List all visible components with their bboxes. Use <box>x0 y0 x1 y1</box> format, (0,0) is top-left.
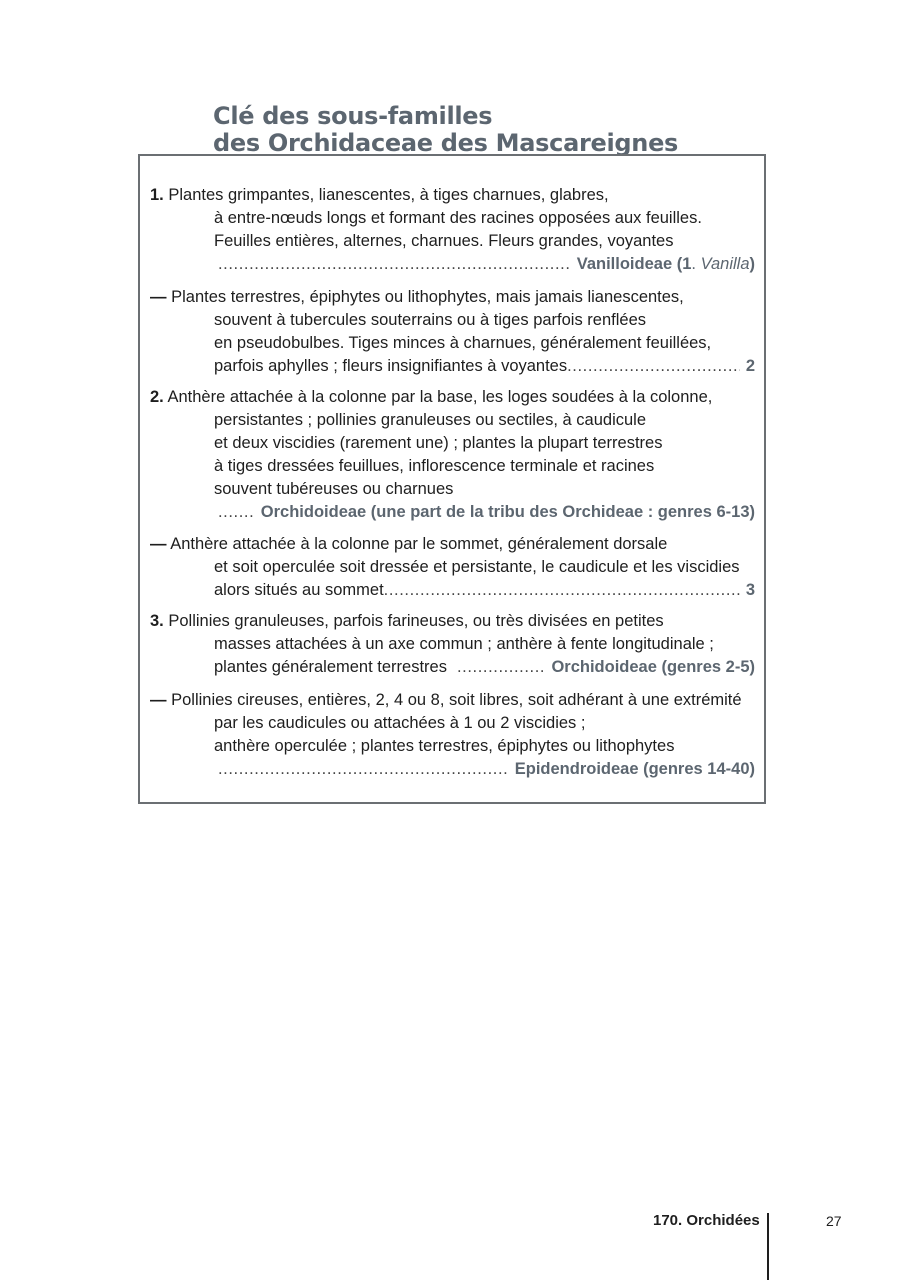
key-entry-1-alt <box>150 286 755 378</box>
couplet-text: parfois aphylles ; fleurs insignifiantes à voyantes <box>214 357 568 375</box>
leader-dots <box>218 501 255 524</box>
couplet-text: Feuilles entières, alternes, charnues. Fleurs grandes, voyantes <box>214 232 674 250</box>
couplet-number: 1. <box>150 186 164 204</box>
leader-dots <box>457 656 545 679</box>
key-result: Vanilloideae (1. Vanilla) <box>576 255 755 273</box>
couplet-text: Pollinies cireuses, entières, 2, 4 ou 8, soit libres, soit adhérant à une extrémité <box>171 691 742 709</box>
key-entry-2-alt <box>150 533 755 602</box>
leader-line <box>218 758 755 781</box>
key-result: Orchidoideae (genres 2-5) <box>551 658 755 676</box>
leader-line <box>218 253 755 276</box>
couplet-dash: — <box>150 288 167 306</box>
couplet-number: 2. <box>150 388 164 406</box>
key-result: Orchidoideae (une part de la tribu des Orchideae : genres 6-13) <box>260 503 755 521</box>
key-entry-2 <box>150 386 755 524</box>
leader-dots <box>218 758 509 781</box>
couplet-text: et deux viscidies (rarement une) ; plantes la plupart terrestres <box>214 434 663 452</box>
couplet-dash: — <box>150 535 167 553</box>
leader-line <box>150 579 755 602</box>
couplet-text: alors situés au sommet <box>214 581 384 599</box>
title-line-2: des Orchidaceae des Mascareignes <box>213 129 679 157</box>
couplet-text: à tiges dressées feuillues, inflorescence terminale et racines <box>214 457 655 475</box>
couplet-text: Anthère attachée à la colonne par la base, les loges soudées à la colonne, <box>167 388 713 406</box>
key-entry-3-alt <box>150 689 755 781</box>
couplet-dash: — <box>150 691 167 709</box>
leader-dots <box>567 355 740 378</box>
page-title <box>213 103 678 157</box>
running-footer: 170. Orchidées <box>653 1212 760 1229</box>
couplet-text: anthère operculée ; plantes terrestres, épiphytes ou lithophytes <box>214 737 675 755</box>
key-result: 2 <box>745 357 755 375</box>
couplet-text: Plantes grimpantes, lianescentes, à tiges charnues, glabres, <box>168 186 609 204</box>
leader-line <box>218 501 755 524</box>
couplet-text: en pseudobulbes. Tiges minces à charnues, généralement feuillées, <box>214 334 712 352</box>
couplet-text: souvent à tubercules souterrains ou à tiges parfois renflées <box>214 311 646 329</box>
couplet-text: souvent tubéreuses ou charnues <box>214 480 454 498</box>
couplet-text: Pollinies granuleuses, parfois farineuses, ou très divisées en petites <box>168 612 664 630</box>
key-result: Epidendroideae (genres 14-40) <box>514 760 755 778</box>
title-line-1: Clé des sous-familles <box>213 102 493 130</box>
leader-dots <box>218 253 571 276</box>
key-entry-1 <box>150 184 755 276</box>
key-result: 3 <box>745 581 755 599</box>
page-number: 27 <box>826 1213 842 1229</box>
couplet-text: plantes généralement terrestres <box>214 658 447 676</box>
couplet-text: Anthère attachée à la colonne par le sommet, généralement dorsale <box>170 535 668 553</box>
couplet-text: masses attachées à un axe commun ; anthère à fente longitudinale ; <box>214 635 714 653</box>
leader-dots <box>384 579 740 602</box>
couplet-text: persistantes ; pollinies granuleuses ou sectiles, à caudicule <box>214 411 646 429</box>
couplet-text: à entre-nœuds longs et formant des racines opposées aux feuilles. <box>214 209 702 227</box>
couplet-number: 3. <box>150 612 164 630</box>
couplet-text: et soit operculée soit dressée et persistante, le caudicule et les viscidies <box>214 558 740 576</box>
couplet-text: Plantes terrestres, épiphytes ou lithophytes, mais jamais lianescentes, <box>171 288 684 306</box>
leader-line <box>150 656 755 679</box>
key-entry-3 <box>150 610 755 679</box>
footer-rule <box>767 1213 769 1280</box>
couplet-text: par les caudicules ou attachées à 1 ou 2 viscidies ; <box>214 714 586 732</box>
leader-line <box>150 355 755 378</box>
